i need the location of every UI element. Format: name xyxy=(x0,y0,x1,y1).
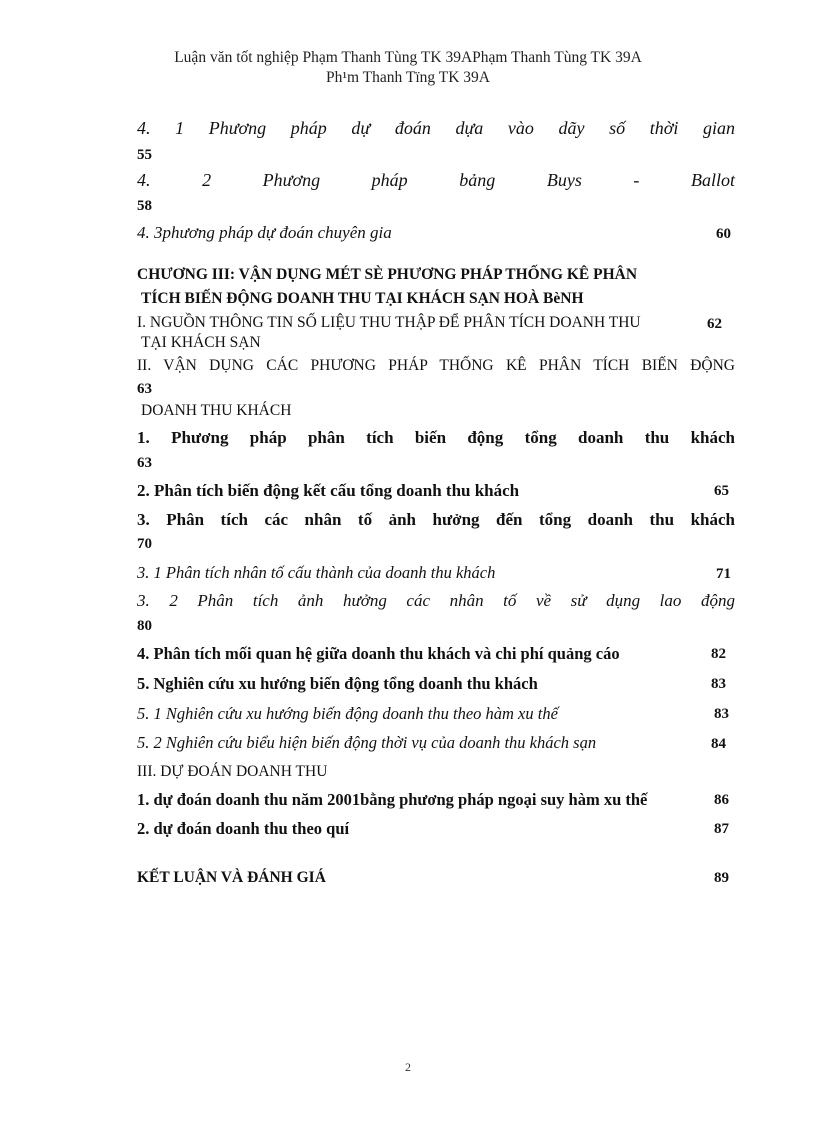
toc-page-4-2: 58 xyxy=(137,198,152,214)
toc-entry-section-2: II. VẬN DỤNG CÁC PHƯƠNG PHÁP THỐNG KÊ PHÂN TÍCH BIẾN ĐỘNG xyxy=(137,357,735,374)
toc-page-section-2: 63 xyxy=(137,381,152,397)
toc-page-2-5-2: 84 xyxy=(711,736,726,752)
toc-entry-2-3-2: 3. 2 Phân tích ảnh hưởng các nhân tố về sử dụng lao động xyxy=(137,591,735,610)
toc-page-3-2: 87 xyxy=(714,821,729,837)
toc-entry-2-3: 3. Phân tích các nhân tố ảnh hưởng đến tổng doanh thu khách xyxy=(137,510,735,529)
toc-page-2-3-1: 71 xyxy=(716,566,731,582)
page-number: 2 xyxy=(405,1060,411,1074)
toc-entry-2-5-1: 5. 1 Nghiên cứu xu hướng biến động doanh thu theo hàm xu thế xyxy=(137,704,558,723)
toc-entry-3-2: 2. dự đoán doanh thu theo quí xyxy=(137,819,350,838)
chapter-3-title-line-1: CHƯƠNG III: VẬN DỤNG MÉT SÈ PHƯƠNG PHÁP THỐNG KÊ PHÂN xyxy=(137,266,638,283)
toc-entry-conclusion: KẾT LUẬN VÀ ĐÁNH GIÁ xyxy=(137,869,326,886)
toc-page-2-3-2: 80 xyxy=(137,618,152,634)
toc-entry-2-5-2: 5. 2 Nghiên cứu biểu hiện biến động thời vụ của doanh thu khách sạn xyxy=(137,733,597,752)
toc-entry-2-1: 1. Phương pháp phân tích biến động tổng doanh thu khách xyxy=(137,428,735,447)
toc-entry-4-2: 4. 2 Phương pháp bảng Buys - Ballot xyxy=(137,170,735,190)
toc-entry-2-5: 5. Nghiên cứu xu hướng biến động tổng doanh thu khách xyxy=(137,674,538,693)
toc-entry-section-3: III. DỰ ĐOÁN DOANH THU xyxy=(137,763,328,780)
toc-page-4-3: 60 xyxy=(716,226,731,242)
toc-entry-2-4: 4. Phân tích mối quan hệ giữa doanh thu khách và chi phí quảng cáo xyxy=(137,644,620,663)
header-line-1: Luận văn tốt nghiệp Phạm Thanh Tùng TK 39APhạm Thanh Tùng TK 39A xyxy=(174,49,642,66)
toc-entry-4-3: 4. 3phương pháp dự đoán chuyên gia xyxy=(137,223,392,242)
header-line-2: Ph¹m Thanh Tïng TK 39A xyxy=(326,69,490,86)
running-header xyxy=(0,48,816,88)
toc-page-2-5-1: 83 xyxy=(714,706,729,722)
chapter-3-title-line-2: TÍCH BIẾN ĐỘNG DOANH THU TẠI KHÁCH SẠN HOÀ BèNH xyxy=(141,290,584,307)
toc-page-2-5: 83 xyxy=(711,676,726,692)
toc-page-2-2: 65 xyxy=(714,483,729,499)
toc-entry-2-2: 2. Phân tích biến động kết cấu tổng doanh thu khách xyxy=(137,481,520,500)
toc-page-2-4: 82 xyxy=(711,646,726,662)
toc-entry-3-1: 1. dự đoán doanh thu năm 2001bằng phương pháp ngoại suy hàm xu thế xyxy=(137,790,648,809)
toc-entry-section-1: I. NGUỒN THÔNG TIN SỐ LIỆU THU THẬP ĐỂ PHÂN TÍCH DOANH THU xyxy=(137,314,641,331)
toc-entry-section-2-line-2: DOANH THU KHÁCH xyxy=(141,402,292,419)
toc-page-conclusion: 89 xyxy=(714,870,729,886)
toc-page-3-1: 86 xyxy=(714,792,729,808)
toc-entry-4-1: 4. 1 Phương pháp dự đoán dựa vào dãy số thời gian xyxy=(137,118,735,138)
toc-entry-section-1-line-2: TẠI KHÁCH SẠN xyxy=(141,334,261,351)
toc-page-2-3: 70 xyxy=(137,536,152,552)
toc-entry-2-3-1: 3. 1 Phân tích nhân tố cấu thành của doanh thu khách xyxy=(137,563,496,582)
toc-page-section-1: 62 xyxy=(707,316,722,332)
toc-page-2-1: 63 xyxy=(137,455,152,471)
toc-page-4-1: 55 xyxy=(137,147,152,163)
